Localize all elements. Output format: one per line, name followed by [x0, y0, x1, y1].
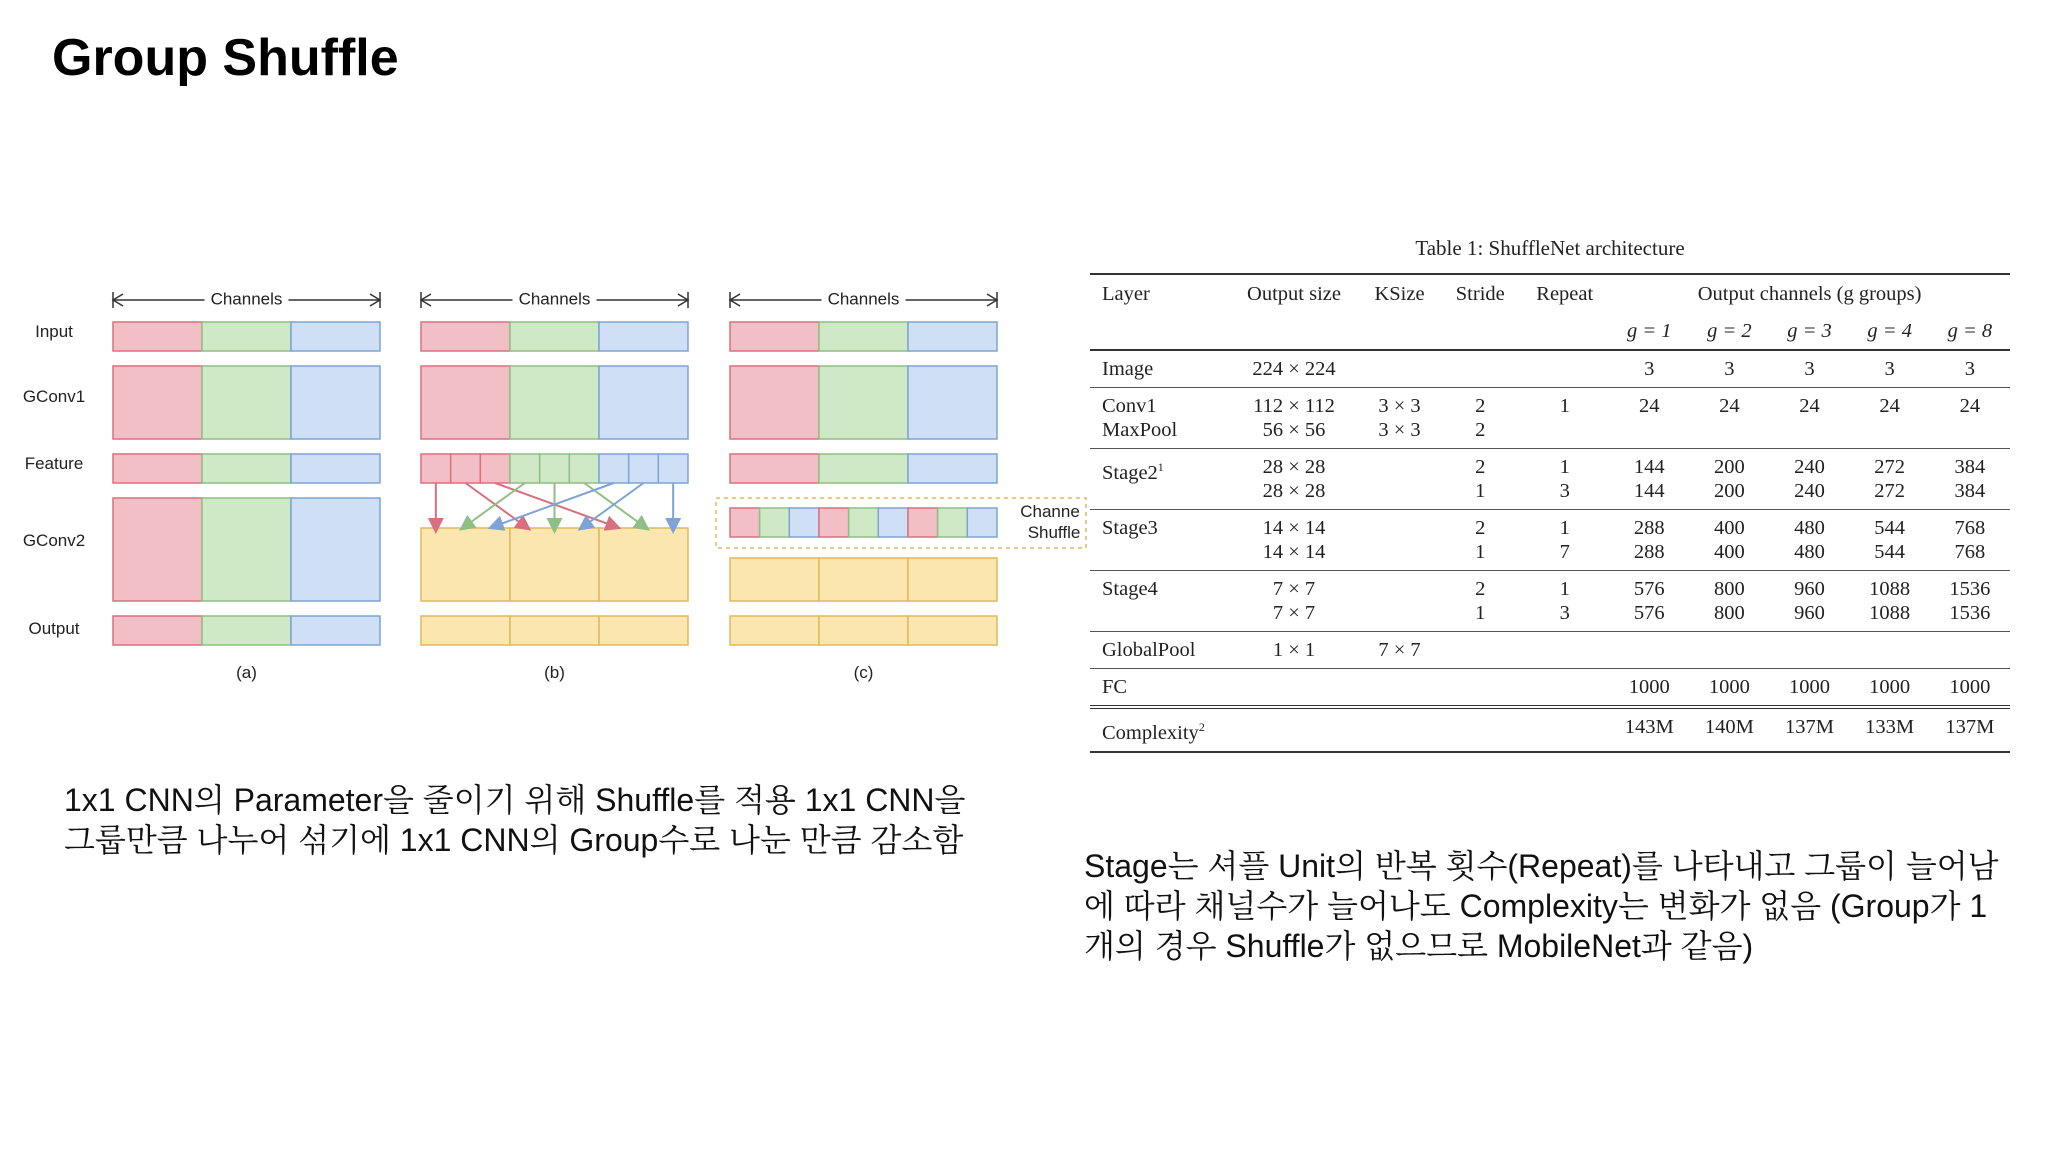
cell-repeat: 1 3: [1520, 449, 1609, 510]
cell-channels-g5: 24: [1930, 388, 2010, 449]
cell-channels-g5: 1536 1536: [1930, 571, 2010, 632]
group-header-3: g = 3: [1769, 314, 1849, 350]
panel-b-feature-sub-8: [629, 454, 659, 483]
cell-output-size: 112 × 112 56 × 56: [1229, 388, 1359, 449]
cell-stride: 2 2: [1440, 388, 1520, 449]
shuffled-channel-7: [908, 508, 938, 537]
cell-channels-g3: 137M: [1769, 707, 1849, 752]
panel-b-feature-sub-2: [451, 454, 481, 483]
panel-b-gconv2-3: [599, 528, 688, 601]
cell-stride: [1440, 707, 1520, 752]
cell-output-size: 14 × 14 14 × 14: [1229, 510, 1359, 571]
shuffled-channel-9: [967, 508, 997, 537]
cell-ksize: [1359, 449, 1440, 510]
cell-channels-g2: [1689, 632, 1769, 669]
cell-channels-g4: [1850, 632, 1930, 669]
panel-c-label: (c): [853, 663, 874, 682]
cell-channels-g5: 384 384: [1930, 449, 2010, 510]
cell-channels-g1: [1609, 632, 1689, 669]
row-label-gconv1: GConv1: [22, 387, 86, 406]
cell-channels-g1: 144 144: [1609, 449, 1689, 510]
cell-stride: 2 1: [1440, 449, 1520, 510]
cell-channels-g1: 576 576: [1609, 571, 1689, 632]
cell-output-size: 7 × 7 7 × 7: [1229, 571, 1359, 632]
architecture-table: [1090, 273, 2010, 753]
panel-b-gconv1-1: [421, 366, 510, 439]
row-label-input: Input: [35, 322, 73, 341]
panel-a-gconv1-3: [291, 366, 380, 439]
cell-output-size: 1 × 1: [1229, 632, 1359, 669]
panel-a-channels-label: Channels: [210, 289, 283, 309]
panel-a-gconv1-1: [113, 366, 202, 439]
cell-repeat: [1520, 350, 1609, 388]
cell-ksize: 3 × 3 3 × 3: [1359, 388, 1440, 449]
table-row: [1090, 571, 2010, 632]
header-output-size: Output size: [1229, 274, 1359, 314]
panel-a-input-1: [113, 322, 202, 351]
table-caption: Table 1: ShuffleNet architecture: [1415, 236, 1685, 260]
header-stride: Stride: [1440, 274, 1520, 314]
panel-a-feature-3: [291, 454, 380, 483]
cell-channels-g1: 3: [1609, 350, 1689, 388]
panel-b-feature-sub-4: [510, 454, 540, 483]
left-description: 1x1 CNN의 Parameter을 줄이기 위해 Shuffle를 적용 1x1 CNN을 그룹만큼 나누어 섞기에 1x1 CNN의 Group수로 나눈 만큼 감소함: [64, 782, 966, 858]
panel-c-feature-3: [908, 454, 997, 483]
header-output-channels: Output channels (g groups): [1609, 274, 2010, 314]
cell-stride: [1440, 669, 1520, 708]
cell-ksize: [1359, 510, 1440, 571]
cell-channels-g4: 1088 1088: [1850, 571, 1930, 632]
group-conv-diagram: [0, 270, 1090, 710]
panel-c-gconv2-1: [730, 558, 819, 601]
right-description: Stage는 셔플 Unit의 반복 횟수(Repeat)를 나타내고 그룹이 늘어남에 따라 채널수가 늘어나도 Complexity는 변화가 없음 (Group가 1개의 경우 Shuffle가 없으므로 MobileNet과 같음): [1084, 848, 1999, 964]
cell-ksize: [1359, 669, 1440, 708]
panel-b-gconv1-3: [599, 366, 688, 439]
panel-b-gconv1-2: [510, 366, 599, 439]
cell-channels-g5: 3: [1930, 350, 2010, 388]
panel-a-gconv2-2: [202, 498, 291, 601]
cell-output-size: 224 × 224: [1229, 350, 1359, 388]
table-row: [1090, 510, 2010, 571]
panel-c-input-3: [908, 322, 997, 351]
panel-b-output-2: [510, 616, 599, 645]
cell-stride: 2 1: [1440, 510, 1520, 571]
cell-layer: FC: [1090, 669, 1229, 708]
shuffled-channel-8: [938, 508, 968, 537]
cell-channels-g4: 3: [1850, 350, 1930, 388]
cell-channels-g1: 24: [1609, 388, 1689, 449]
cell-channels-g3: 240 240: [1769, 449, 1849, 510]
row-label-feature: Feature: [24, 454, 84, 473]
cell-ksize: 7 × 7: [1359, 632, 1440, 669]
cell-ksize: [1359, 707, 1440, 752]
panel-c-output-3: [908, 616, 997, 645]
panel-b-feature-sub-7: [599, 454, 629, 483]
cell-channels-g3: 960 960: [1769, 571, 1849, 632]
panel-b-feature-sub-3: [480, 454, 510, 483]
panel-a-input-2: [202, 322, 291, 351]
cell-channels-g1: 288 288: [1609, 510, 1689, 571]
cell-layer: Stage4: [1090, 571, 1229, 632]
cell-channels-g3: 3: [1769, 350, 1849, 388]
cell-channels-g1: 1000: [1609, 669, 1689, 708]
panel-c-channels-label: Channels: [827, 289, 900, 309]
shuffled-channel-4: [819, 508, 849, 537]
table-row: [1090, 632, 2010, 669]
cell-repeat: 1 3: [1520, 571, 1609, 632]
panel-c-input-1: [730, 322, 819, 351]
panel-c-output-1: [730, 616, 819, 645]
cell-output-size: [1229, 707, 1359, 752]
cell-channels-g2: 3: [1689, 350, 1769, 388]
cell-channels-g4: 544 544: [1850, 510, 1930, 571]
group-header-5: g = 8: [1930, 314, 2010, 350]
panel-c-gconv1-1: [730, 366, 819, 439]
cell-channels-g2: 400 400: [1689, 510, 1769, 571]
cell-channels-g4: 24: [1850, 388, 1930, 449]
cell-channels-g2: 140M: [1689, 707, 1769, 752]
panel-a-input-3: [291, 322, 380, 351]
panel-b-feature-sub-1: [421, 454, 451, 483]
cell-output-size: 28 × 28 28 × 28: [1229, 449, 1359, 510]
shuffled-channel-3: [789, 508, 819, 537]
panel-c-feature-1: [730, 454, 819, 483]
panel-a-feature-1: [113, 454, 202, 483]
cell-channels-g2: 200 200: [1689, 449, 1769, 510]
panel-a-output-2: [202, 616, 291, 645]
panel-b-feature-sub-5: [540, 454, 570, 483]
cell-repeat: [1520, 707, 1609, 752]
panel-c-gconv2-2: [819, 558, 908, 601]
cell-layer: Conv1 MaxPool: [1090, 388, 1229, 449]
cell-repeat: [1520, 669, 1609, 708]
panel-a-gconv2-1: [113, 498, 202, 601]
cell-repeat: 1 7: [1520, 510, 1609, 571]
panel-a-output-3: [291, 616, 380, 645]
cell-repeat: [1520, 632, 1609, 669]
cell-output-size: [1229, 669, 1359, 708]
table-row: [1090, 707, 2010, 752]
header-ksize: KSize: [1359, 274, 1440, 314]
cell-ksize: [1359, 350, 1440, 388]
cell-channels-g2: 24: [1689, 388, 1769, 449]
channel-shuffle-label-1: Channe: [1020, 502, 1080, 521]
cell-stride: [1440, 632, 1520, 669]
header-layer: Layer: [1090, 274, 1229, 314]
cell-channels-g4: 133M: [1850, 707, 1930, 752]
cell-channels-g3: 24: [1769, 388, 1849, 449]
panel-b-input-3: [599, 322, 688, 351]
row-label-output: Output: [28, 619, 80, 638]
cell-channels-g5: [1930, 632, 2010, 669]
cell-layer: Stage3: [1090, 510, 1229, 571]
cell-layer: $Stage2^1$: [1090, 449, 1229, 510]
panel-b-feature-sub-9: [658, 454, 688, 483]
shuffled-channel-5: [849, 508, 879, 537]
group-header-1: g = 1: [1609, 314, 1689, 350]
cell-layer: Image: [1090, 350, 1229, 388]
panel-c-gconv1-3: [908, 366, 997, 439]
panel-b-label: (b): [544, 663, 565, 682]
panel-a-label: (a): [236, 663, 257, 682]
cell-channels-g4: 1000: [1850, 669, 1930, 708]
cell-channels-g5: 1000: [1930, 669, 2010, 708]
panel-b-output-3: [599, 616, 688, 645]
cell-channels-g1: 143M: [1609, 707, 1689, 752]
panel-c-feature-2: [819, 454, 908, 483]
cell-channels-g2: 800 800: [1689, 571, 1769, 632]
architecture-table-container: [1090, 236, 2010, 753]
panel-b-output-1: [421, 616, 510, 645]
cell-channels-g5: 137M: [1930, 707, 2010, 752]
slide-title: Group Shuffle: [52, 29, 399, 87]
panel-c-output-2: [819, 616, 908, 645]
panel-b-input-1: [421, 322, 510, 351]
panel-a-gconv2-3: [291, 498, 380, 601]
panel-b-gconv2-2: [510, 528, 599, 601]
panel-a-gconv1-2: [202, 366, 291, 439]
cell-channels-g3: 1000: [1769, 669, 1849, 708]
panel-b-channels-label: Channels: [518, 289, 591, 309]
panel-c-gconv2-3: [908, 558, 997, 601]
cell-channels-g3: 480 480: [1769, 510, 1849, 571]
cell-layer: GlobalPool: [1090, 632, 1229, 669]
table-row: [1090, 350, 2010, 388]
cell-channels-g2: 1000: [1689, 669, 1769, 708]
table-row: [1090, 388, 2010, 449]
panel-c-gconv1-2: [819, 366, 908, 439]
group-header-2: g = 2: [1689, 314, 1769, 350]
shuffled-channel-6: [878, 508, 908, 537]
panel-b-gconv2-1: [421, 528, 510, 601]
cell-channels-g5: 768 768: [1930, 510, 2010, 571]
panel-b-input-2: [510, 322, 599, 351]
shuffled-channel-2: [760, 508, 790, 537]
table-row: [1090, 669, 2010, 708]
header-repeat: Repeat: [1520, 274, 1609, 314]
cell-stride: 2 1: [1440, 571, 1520, 632]
cell-stride: [1440, 350, 1520, 388]
cell-channels-g3: [1769, 632, 1849, 669]
cell-ksize: [1359, 571, 1440, 632]
cell-repeat: 1: [1520, 388, 1609, 449]
panel-a-feature-2: [202, 454, 291, 483]
panel-c-input-2: [819, 322, 908, 351]
row-label-gconv2: GConv2: [22, 531, 86, 550]
shuffled-channel-1: [730, 508, 760, 537]
channel-shuffle-label-2: Shuffle: [1027, 523, 1081, 542]
cell-channels-g4: 272 272: [1850, 449, 1930, 510]
panel-b-feature-sub-6: [569, 454, 599, 483]
table-row: [1090, 449, 2010, 510]
panel-a-output-1: [113, 616, 202, 645]
group-header-4: g = 4: [1850, 314, 1930, 350]
cell-layer: Complexity$^2$: [1090, 707, 1229, 752]
